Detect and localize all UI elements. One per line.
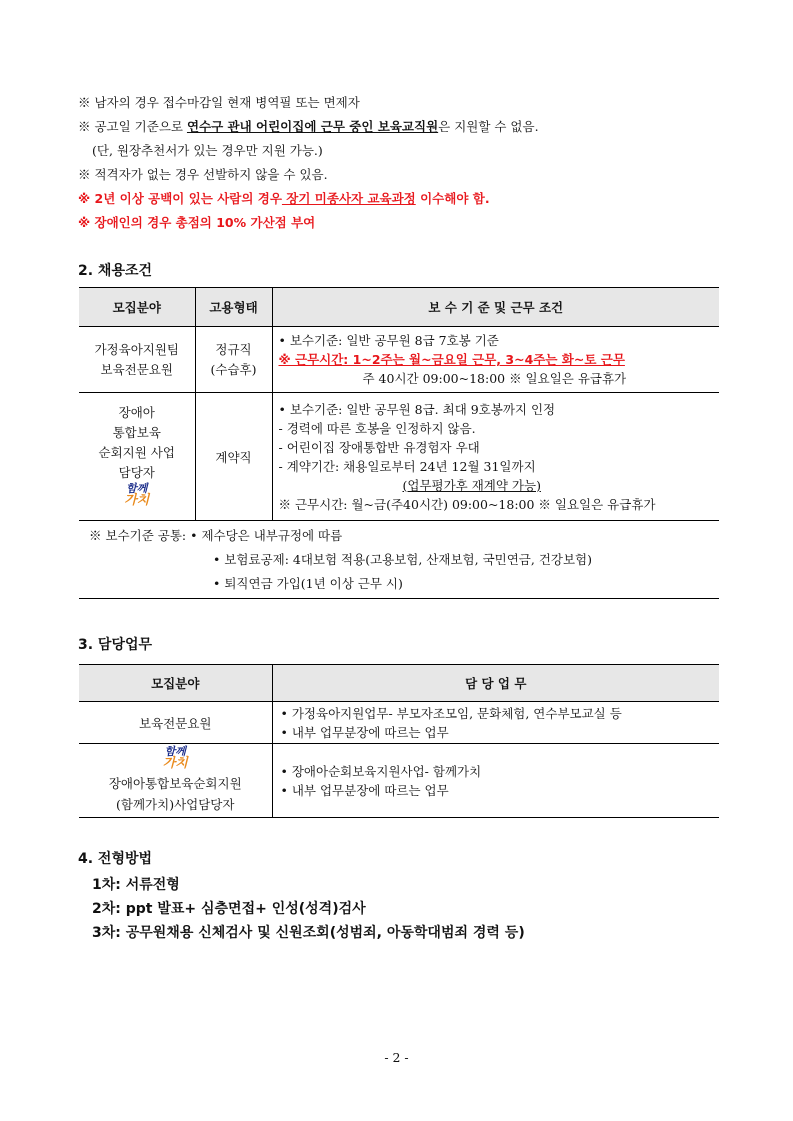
row2-field <box>79 393 195 521</box>
note-gap-course: 장기 미종사자 교육과정 <box>281 191 416 206</box>
row1-type-line2: (수습후) <box>210 361 257 377</box>
row2-field-line4: 담당자 <box>118 465 155 480</box>
logo2-top-text: 함께 <box>164 745 186 758</box>
row1-type-line1: 정규직 <box>215 341 252 357</box>
row2-worktime: ※ 근무시간: 월~금(주40시간) 09:00~18:00 ※ 일요일은 유급휴가 <box>278 496 656 512</box>
row1-conditions <box>272 327 719 393</box>
duties-header-tasks: 담 당 업 무 <box>272 665 719 702</box>
note-exclusion <box>78 118 539 136</box>
row2-preference: - 어린이집 장애통합반 유경험자 우대 <box>278 439 480 455</box>
together-logo-icon-2 <box>163 746 188 770</box>
common-salary <box>79 521 719 599</box>
note-military: ※ 남자의 경우 접수마감일 현재 병역필 또는 면제자 <box>78 95 360 110</box>
row2-field-line3: 순회지원 사업 <box>98 445 175 460</box>
note-exclusion-post: 은 지원할 수 없음. <box>438 119 539 134</box>
row1-field-line1: 가정육아지원팀 <box>94 341 180 357</box>
common-item3: • 퇴직연금 가입(1년 이상 근무 시) <box>213 575 403 591</box>
note-exclusion-pre: ※ 공고일 기준으로 <box>78 119 187 134</box>
row2-renewal: (업무평가후 재계약 가능) <box>402 477 541 493</box>
section4-title: 4. 전형방법 <box>78 851 153 867</box>
section3-title: 3. 담당업무 <box>78 637 153 653</box>
duties-row1-tasks <box>272 702 719 744</box>
duties-row2-field-line1: 장애아통합보육순회지원 <box>108 776 242 791</box>
employment-table <box>79 287 719 599</box>
row2-type: 계약직 <box>195 393 272 521</box>
duties-table <box>79 664 719 818</box>
duties-row2-task1: • 장애아순회보육지원사업- 함께가치 <box>280 763 482 779</box>
row2-field-line1: 장애아 <box>118 405 155 420</box>
logo-bottom-text: 가치 <box>124 493 150 508</box>
section2-title: 2. 채용조건 <box>78 263 153 279</box>
note-exception: (단, 원장추천서가 있는 경우만 지원 가능.) <box>92 143 323 158</box>
note-gap-post: 이수해야 함. <box>415 191 490 206</box>
header-type: 고용형태 <box>195 288 272 327</box>
row1-field <box>79 327 195 393</box>
step1: 1차: 서류전형 <box>92 877 180 893</box>
logo2-bottom-text: 가치 <box>162 756 188 771</box>
duties-row2-tasks <box>272 744 719 818</box>
header-field: 모집분야 <box>79 288 195 327</box>
duties-row1-task2: • 내부 업무분장에 따르는 업무 <box>280 724 449 740</box>
logo-top-text: 함께 <box>126 482 148 495</box>
row2-contract: - 계약기간: 채용일로부터 24년 12월 31일까지 <box>278 458 536 474</box>
duties-row1-task1: • 가정육아지원업무- 부모자조모임, 문화체험, 연수부모교실 등 <box>280 705 622 721</box>
duties-row2-task2: • 내부 업무분장에 따르는 업무 <box>280 782 449 798</box>
common-item1: • 제수당은 내부규정에 따름 <box>190 527 343 543</box>
header-conditions: 보 수 기 준 및 근무 조건 <box>272 288 719 327</box>
common-item2: • 보험료공제: 4대보험 적용(고용보험, 산재보험, 국민연금, 건강보험) <box>213 551 593 567</box>
duties-row1-field: 보육전문요원 <box>79 702 272 744</box>
row2-salary: • 보수기준: 일반 공무원 8급. 최대 9호봉까지 인정 <box>278 401 556 417</box>
row2-field-line2: 통합보육 <box>112 425 161 440</box>
note-no-candidate: ※ 적격자가 없는 경우 선발하지 않을 수 있음. <box>78 167 328 182</box>
together-logo-icon <box>124 483 149 507</box>
note-exclusion-bold: 연수구 관내 어린이집에 근무 중인 보육교직원 <box>186 119 439 134</box>
step3: 3차: 공무원채용 신체검사 및 신원조회(성범죄, 아동학대범죄 경력 등) <box>92 925 525 941</box>
step2: 2차: ppt 발표+ 심층면접+ 인성(성격)검사 <box>92 901 366 917</box>
note-gap <box>78 190 490 208</box>
note-gap-pre: ※ 2년 이상 공백이 있는 사람의 경우 <box>78 191 282 206</box>
row2-career: - 경력에 따른 호봉을 인정하지 않음. <box>278 420 476 436</box>
duties-row2-field <box>79 744 272 818</box>
row2-conditions <box>272 393 719 521</box>
row1-hours: 주 40시간 09:00~18:00 ※ 일요일은 유급휴가 <box>362 371 627 386</box>
duties-row2-field-line2: (함께가치)사업담당자 <box>116 797 235 812</box>
common-label: ※ 보수기준 공통: <box>89 527 187 543</box>
page-number: - 2 - <box>384 1050 409 1065</box>
row1-field-line2: 보육전문요원 <box>100 361 173 377</box>
row1-salary: • 보수기준: 일반 공무원 8급 7호봉 기준 <box>278 333 499 348</box>
row1-type <box>195 327 272 393</box>
row1-worktime: ※ 근무시간: 1~2주는 월~금요일 근무, 3~4주는 화~토 근무 <box>278 352 625 367</box>
note-disability: ※ 장애인의 경우 총점의 10% 가산점 부여 <box>78 215 316 230</box>
duties-header-field: 모집분야 <box>79 665 272 702</box>
